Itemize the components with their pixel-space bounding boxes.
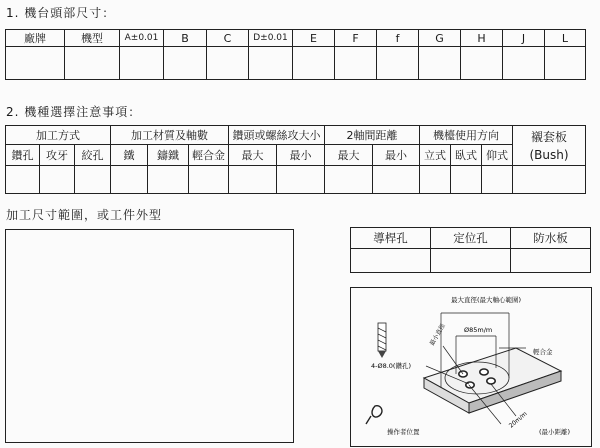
sub-min: 最小 bbox=[277, 145, 325, 166]
input-cell[interactable] bbox=[111, 166, 148, 194]
header-j: J bbox=[503, 30, 545, 47]
input-cell[interactable] bbox=[229, 166, 277, 194]
input-cell[interactable] bbox=[65, 47, 120, 80]
input-cell[interactable] bbox=[207, 47, 249, 80]
sub-cast-iron: 鑄鐵 bbox=[148, 145, 189, 166]
label-alloy: 輕合金 bbox=[533, 348, 553, 356]
input-cell[interactable] bbox=[511, 249, 591, 273]
input-cell[interactable] bbox=[75, 166, 111, 194]
label-max-dia: 最大直徑(最大軸心範圍) bbox=[451, 296, 522, 304]
header-a: A±0.01 bbox=[120, 30, 164, 47]
header-b: B bbox=[164, 30, 207, 47]
header-f-small: f bbox=[377, 30, 419, 47]
header-waterproof-plate: 防水板 bbox=[511, 228, 591, 249]
group-orientation: 機檯使用方向 bbox=[420, 126, 513, 145]
group-drill-size: 鑽頭或螺絲攻大小 bbox=[229, 126, 325, 145]
header-g: G bbox=[419, 30, 461, 47]
input-cell[interactable] bbox=[451, 166, 482, 194]
section1-title: 1. 機台頭部尺寸： bbox=[6, 6, 116, 20]
input-cell[interactable] bbox=[164, 47, 207, 80]
header-c: C bbox=[207, 30, 249, 47]
label-operator: 操作者位置 bbox=[387, 428, 420, 436]
label-drill: 4-Ø8.0(鑽孔) bbox=[371, 362, 412, 370]
input-cell[interactable] bbox=[377, 47, 419, 80]
group-processing: 加工方式 bbox=[6, 126, 111, 145]
table-row bbox=[6, 166, 586, 194]
input-cell[interactable] bbox=[325, 166, 373, 194]
header-brand: 廠牌 bbox=[6, 30, 65, 47]
label-min-dist: (最小距離) bbox=[539, 428, 571, 436]
input-cell[interactable] bbox=[513, 166, 586, 194]
head-size-table bbox=[5, 29, 586, 80]
header-model: 機型 bbox=[65, 30, 120, 47]
input-cell[interactable] bbox=[6, 166, 40, 194]
input-cell[interactable] bbox=[461, 47, 503, 80]
example-diagram bbox=[350, 287, 592, 447]
input-cell[interactable] bbox=[373, 166, 420, 194]
input-cell[interactable] bbox=[277, 166, 325, 194]
input-cell[interactable] bbox=[293, 47, 335, 80]
input-cell[interactable] bbox=[419, 47, 461, 80]
header-f: F bbox=[335, 30, 377, 47]
header-locating-hole: 定位孔 bbox=[431, 228, 511, 249]
section3-title: 加工尺寸範圍，或工件外型 bbox=[6, 208, 163, 222]
operator-icon bbox=[366, 406, 382, 424]
sub-tap: 攻牙 bbox=[40, 145, 75, 166]
input-cell[interactable] bbox=[503, 47, 545, 80]
input-cell[interactable] bbox=[351, 249, 431, 273]
sub-drill: 鑽孔 bbox=[6, 145, 40, 166]
sub-max: 最大 bbox=[325, 145, 373, 166]
sub-ream: 絞孔 bbox=[75, 145, 111, 166]
label-dist: 20m/m bbox=[507, 410, 529, 430]
bush-label: 襯套板 bbox=[531, 129, 568, 144]
machine-selection-table bbox=[5, 125, 586, 194]
input-cell[interactable] bbox=[482, 166, 513, 194]
sub-min: 最小 bbox=[373, 145, 420, 166]
header-e: E bbox=[293, 30, 335, 47]
header-guide-hole: 導桿孔 bbox=[351, 228, 431, 249]
sub-light-alloy: 輕合金 bbox=[189, 145, 229, 166]
input-cell[interactable] bbox=[40, 166, 75, 194]
input-cell[interactable] bbox=[120, 47, 164, 80]
group-material: 加工材質及軸數 bbox=[111, 126, 229, 145]
group-axis-distance: 2軸間距離 bbox=[325, 126, 420, 145]
diagram-drawing bbox=[351, 288, 591, 446]
input-cell[interactable] bbox=[189, 166, 229, 194]
sub-max: 最大 bbox=[229, 145, 277, 166]
guide-table bbox=[350, 227, 591, 273]
input-cell[interactable] bbox=[6, 47, 65, 80]
table-row bbox=[351, 249, 591, 273]
bush-header bbox=[513, 126, 586, 166]
input-cell[interactable] bbox=[249, 47, 293, 80]
header-h: H bbox=[461, 30, 503, 47]
drill-bit-icon bbox=[378, 323, 386, 358]
table-row bbox=[6, 47, 586, 80]
header-d: D±0.01 bbox=[249, 30, 293, 47]
section2-title: 2. 機種選擇注意事項： bbox=[6, 105, 142, 119]
sub-horizontal: 臥式 bbox=[451, 145, 482, 166]
sub-overhead: 仰式 bbox=[482, 145, 513, 166]
sub-iron: 鐵 bbox=[111, 145, 148, 166]
sub-vertical: 立式 bbox=[420, 145, 451, 166]
bush-label-en: (Bush) bbox=[529, 147, 569, 162]
input-cell[interactable] bbox=[545, 47, 586, 80]
input-cell[interactable] bbox=[431, 249, 511, 273]
input-cell[interactable] bbox=[148, 166, 189, 194]
input-cell[interactable] bbox=[335, 47, 377, 80]
input-cell[interactable] bbox=[420, 166, 451, 194]
label-phi: Ø85m/m bbox=[464, 326, 493, 334]
header-l: L bbox=[545, 30, 586, 47]
workpiece-sketch-box[interactable] bbox=[5, 229, 294, 443]
label-min-dia: 最小直徑 bbox=[428, 322, 447, 347]
